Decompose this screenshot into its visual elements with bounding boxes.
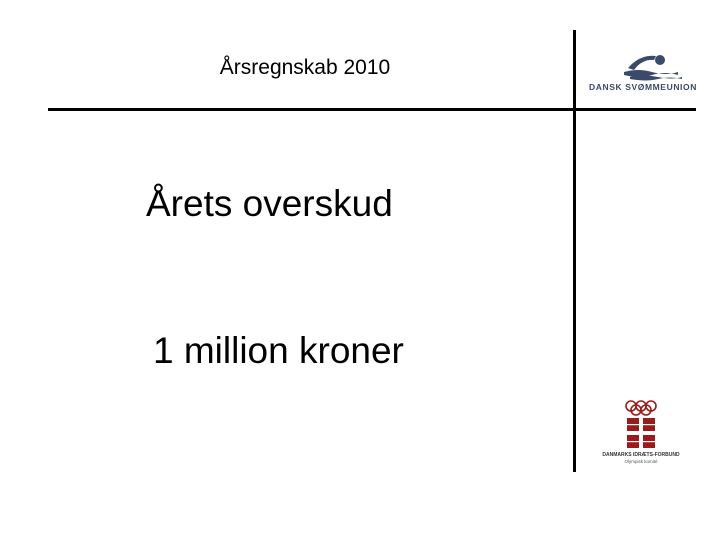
slide-header-title: Årsregnskab 2010 (219, 56, 391, 79)
horizontal-divider (48, 108, 696, 111)
dif-logo-text: DANMARKS IDRÆTS-FORBUND (602, 452, 680, 458)
dif-logo-subtext: Olympisk komité (624, 459, 658, 464)
amount-text: 1 million kroner (153, 330, 404, 371)
headline-text: Årets overskud (146, 183, 393, 224)
dsu-logo-text: DANSK SVØMMEUNION (589, 82, 697, 92)
vertical-divider (573, 30, 576, 472)
dif-logo (596, 398, 686, 470)
swimmer-icon (578, 50, 710, 82)
dsu-logo (578, 50, 710, 95)
olympic-flag-icon (596, 398, 686, 452)
